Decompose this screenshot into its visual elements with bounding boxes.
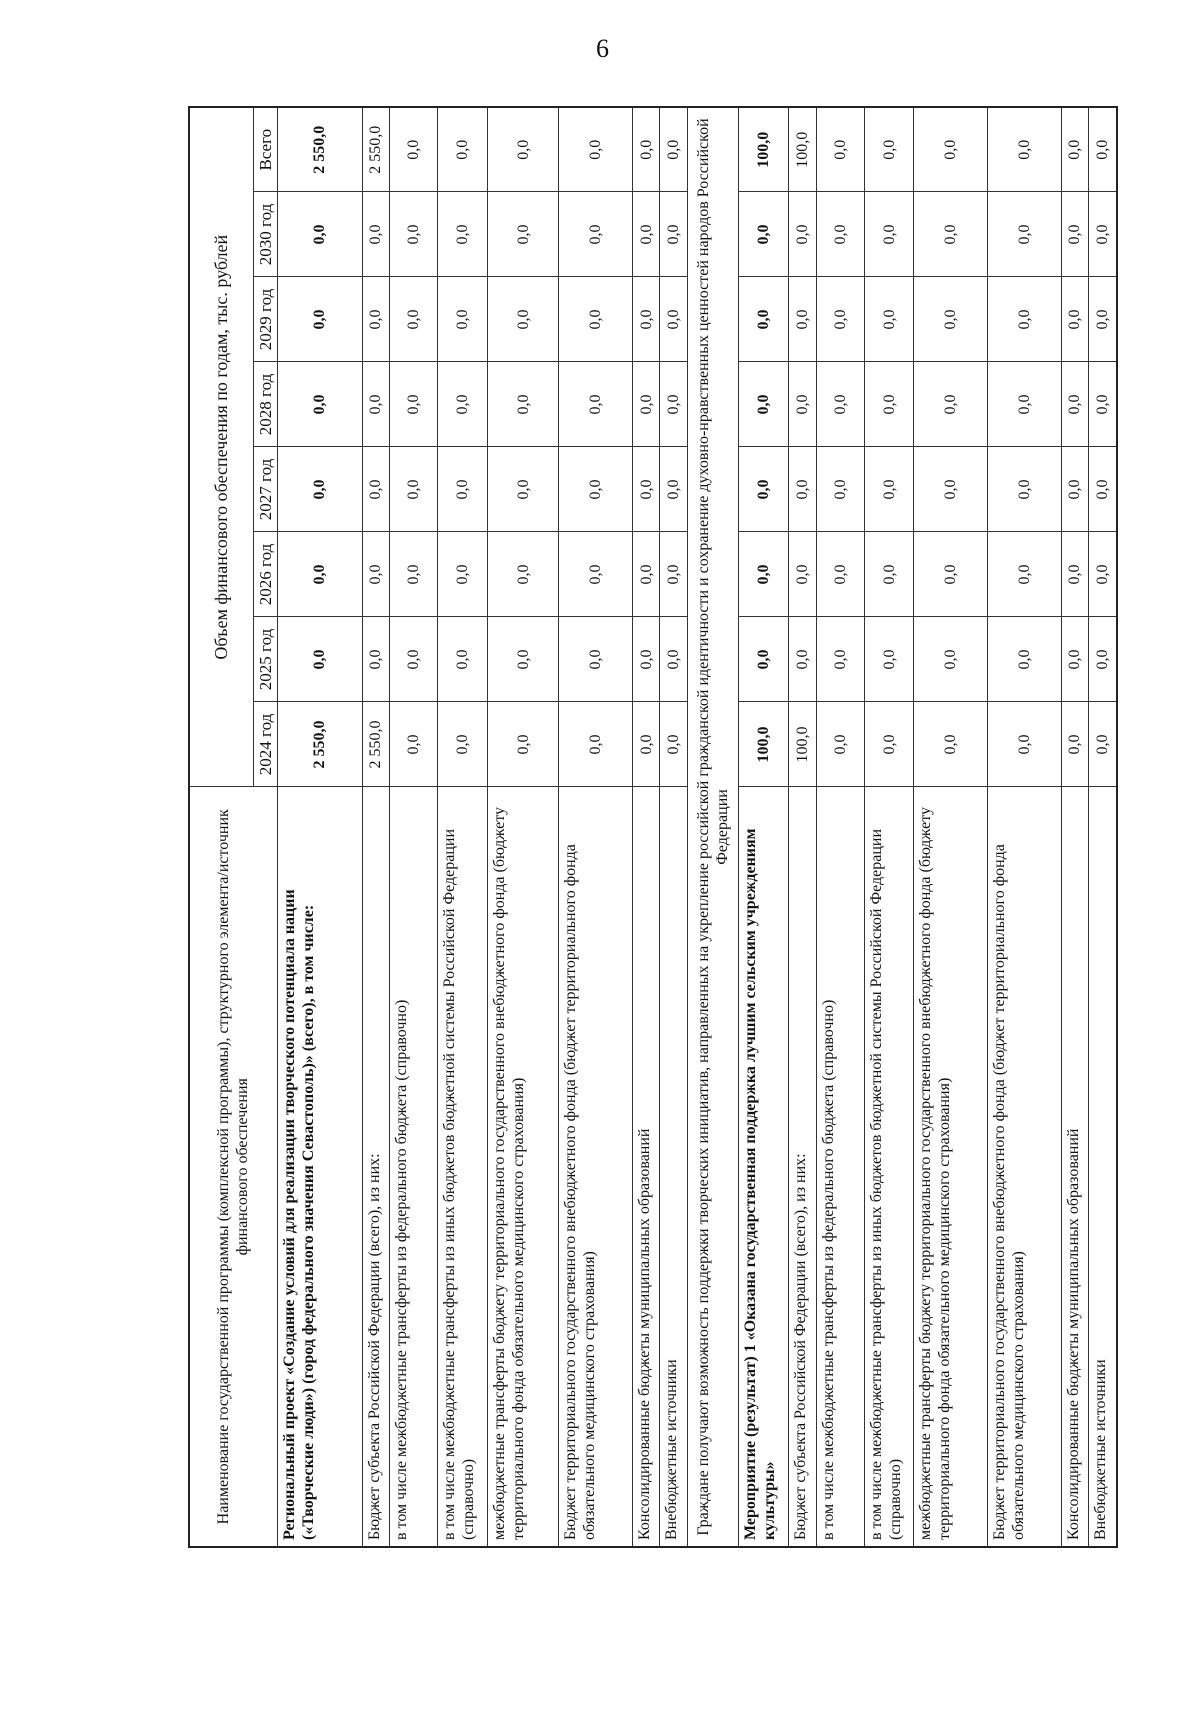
value-cell: 0,0 [362, 362, 390, 447]
task-text: Граждане получают возможность поддержки творческих инициатив, направленных на укрепление российской гражданской идентичности и сохранение духовно-нравственных ценностей народов Российской Федерации [687, 107, 738, 1547]
value-cell: 0,0 [390, 277, 438, 362]
value-cell: 0,0 [865, 702, 914, 787]
value-cell: 0,0 [738, 532, 789, 617]
value-cell: 0,0 [816, 362, 864, 447]
table-row [865, 107, 914, 1547]
value-cell: 0,0 [487, 702, 558, 787]
value-cell: 0,0 [988, 107, 1062, 192]
value-cell: 0,0 [438, 192, 487, 277]
table-row [438, 107, 487, 1547]
value-cell: 0,0 [816, 702, 864, 787]
value-cell: 0,0 [738, 277, 789, 362]
value-cell: 0,0 [390, 702, 438, 787]
value-cell: 0,0 [660, 617, 688, 702]
row-label: Внебюджетные источники [1089, 787, 1117, 1547]
row-label: в том числе межбюджетные трансферты из федерального бюджета (справочно) [390, 787, 438, 1547]
value-cell: 0,0 [277, 192, 362, 277]
value-cell: 0,0 [632, 107, 660, 192]
value-cell: 0,0 [660, 107, 688, 192]
value-cell: 0,0 [362, 532, 390, 617]
value-cell: 0,0 [988, 702, 1062, 787]
value-cell: 0,0 [1061, 277, 1089, 362]
page-number: 6 [596, 34, 609, 63]
value-cell: 0,0 [362, 447, 390, 532]
year-header: 2025 год [253, 617, 277, 702]
value-cell: 0,0 [914, 277, 988, 362]
table-row [277, 107, 362, 1547]
value-cell: 0,0 [1061, 447, 1089, 532]
value-cell: 0,0 [738, 192, 789, 277]
value-cell: 0,0 [632, 617, 660, 702]
value-cell: 0,0 [438, 447, 487, 532]
value-cell: 0,0 [559, 532, 633, 617]
table-row [487, 107, 558, 1547]
value-cell: 0,0 [1089, 617, 1117, 702]
value-cell: 0,0 [914, 617, 988, 702]
row-label: в том числе межбюджетные трансферты из федерального бюджета (справочно) [816, 787, 864, 1547]
value-cell: 0,0 [487, 362, 558, 447]
value-cell: 0,0 [865, 192, 914, 277]
value-cell: 2 550,0 [362, 702, 390, 787]
value-cell: 0,0 [789, 532, 817, 617]
value-cell: 0,0 [438, 532, 487, 617]
year-header: 2027 год [253, 447, 277, 532]
value-cell: 0,0 [362, 277, 390, 362]
value-cell: 0,0 [1061, 617, 1089, 702]
year-header: Всего [253, 107, 277, 192]
table-row [1089, 107, 1117, 1547]
table-row [789, 107, 817, 1547]
value-cell: 0,0 [660, 702, 688, 787]
value-cell: 0,0 [362, 192, 390, 277]
volume-group-header: Объем финансового обеспечения по годам, тыс. рублей [189, 107, 253, 787]
value-cell: 100,0 [789, 702, 817, 787]
value-cell: 0,0 [487, 532, 558, 617]
value-cell: 0,0 [660, 532, 688, 617]
value-cell: 0,0 [362, 617, 390, 702]
value-cell: 0,0 [1089, 107, 1117, 192]
table-row [390, 107, 438, 1547]
year-header: 2029 год [253, 277, 277, 362]
table-row [738, 107, 789, 1547]
value-cell: 0,0 [789, 617, 817, 702]
value-cell: 100,0 [789, 107, 817, 192]
value-cell: 0,0 [632, 702, 660, 787]
value-cell: 0,0 [988, 447, 1062, 532]
table-row [914, 107, 988, 1547]
value-cell: 0,0 [1089, 192, 1117, 277]
value-cell: 0,0 [438, 702, 487, 787]
value-cell: 0,0 [816, 532, 864, 617]
value-cell: 0,0 [988, 192, 1062, 277]
financing-table [188, 106, 1118, 1548]
value-cell: 0,0 [390, 107, 438, 192]
value-cell: 0,0 [277, 362, 362, 447]
value-cell: 0,0 [632, 362, 660, 447]
row-label: межбюджетные трансферты бюджету территориального государственного внебюджетного фонда (бюджету территориального фонда обязательного медицинского страхования) [487, 787, 558, 1547]
row-label: в том числе межбюджетные трансферты из иных бюджетов бюджетной системы Российской Федерации (справочно) [438, 787, 487, 1547]
value-cell: 0,0 [559, 702, 633, 787]
year-header: 2026 год [253, 532, 277, 617]
table-row [1061, 107, 1089, 1547]
value-cell: 0,0 [816, 277, 864, 362]
value-cell: 0,0 [390, 362, 438, 447]
table-row [816, 107, 864, 1547]
value-cell: 0,0 [559, 447, 633, 532]
value-cell: 0,0 [277, 532, 362, 617]
value-cell: 0,0 [1089, 532, 1117, 617]
value-cell: 0,0 [1061, 702, 1089, 787]
value-cell: 0,0 [487, 192, 558, 277]
year-header: 2024 год [253, 702, 277, 787]
name-column-header: Наименование государственной программы (комплексной программы), структурного элемента/источник финансового обеспечения [189, 787, 277, 1547]
value-cell: 0,0 [559, 362, 633, 447]
value-cell: 0,0 [632, 192, 660, 277]
value-cell: 0,0 [1061, 362, 1089, 447]
table-row [632, 107, 660, 1547]
value-cell: 0,0 [559, 277, 633, 362]
value-cell: 0,0 [789, 447, 817, 532]
table-row [988, 107, 1062, 1547]
value-cell: 0,0 [738, 447, 789, 532]
value-cell: 0,0 [988, 532, 1062, 617]
value-cell: 0,0 [438, 107, 487, 192]
value-cell: 0,0 [988, 617, 1062, 702]
value-cell: 2 550,0 [362, 107, 390, 192]
value-cell: 0,0 [789, 277, 817, 362]
header-row-1 [189, 107, 253, 1547]
table-row [660, 107, 688, 1547]
table-body [277, 107, 1117, 1547]
row-label: Бюджет субъекта Российской Федерации (всего), из них: [362, 787, 390, 1547]
row-label: Бюджет субъекта Российской Федерации (всего), из них: [789, 787, 817, 1547]
value-cell: 0,0 [865, 617, 914, 702]
value-cell: 0,0 [988, 362, 1062, 447]
value-cell: 0,0 [438, 617, 487, 702]
value-cell: 2 550,0 [277, 107, 362, 192]
value-cell: 0,0 [1061, 192, 1089, 277]
table-row [559, 107, 633, 1547]
value-cell: 0,0 [277, 617, 362, 702]
value-cell: 0,0 [738, 617, 789, 702]
value-cell: 0,0 [865, 107, 914, 192]
row-label: Внебюджетные источники [660, 787, 688, 1547]
value-cell: 0,0 [438, 277, 487, 362]
rotated-table-container [188, 108, 1118, 1548]
row-label: Консолидированные бюджеты муниципальных образований [632, 787, 660, 1547]
value-cell: 0,0 [438, 362, 487, 447]
value-cell: 0,0 [865, 532, 914, 617]
row-label: межбюджетные трансферты бюджету территориального государственного внебюджетного фонда (бюджету территориального фонда обязательного медицинского страхования) [914, 787, 988, 1547]
value-cell: 0,0 [277, 447, 362, 532]
value-cell: 0,0 [1061, 532, 1089, 617]
value-cell: 0,0 [914, 532, 988, 617]
value-cell: 0,0 [559, 617, 633, 702]
value-cell: 0,0 [816, 107, 864, 192]
value-cell: 0,0 [632, 532, 660, 617]
value-cell: 0,0 [1089, 702, 1117, 787]
value-cell: 2 550,0 [277, 702, 362, 787]
value-cell: 0,0 [559, 192, 633, 277]
value-cell: 0,0 [738, 362, 789, 447]
value-cell: 0,0 [559, 107, 633, 192]
value-cell: 100,0 [738, 107, 789, 192]
value-cell: 0,0 [390, 447, 438, 532]
value-cell: 0,0 [660, 277, 688, 362]
value-cell: 0,0 [914, 447, 988, 532]
value-cell: 0,0 [632, 447, 660, 532]
value-cell: 0,0 [487, 277, 558, 362]
value-cell: 0,0 [487, 617, 558, 702]
value-cell: 0,0 [1089, 447, 1117, 532]
row-label: в том числе межбюджетные трансферты из иных бюджетов бюджетной системы Российской Федерации (справочно) [865, 787, 914, 1547]
value-cell: 0,0 [277, 277, 362, 362]
value-cell: 0,0 [660, 447, 688, 532]
value-cell: 0,0 [914, 192, 988, 277]
value-cell: 0,0 [816, 447, 864, 532]
value-cell: 0,0 [1061, 107, 1089, 192]
value-cell: 0,0 [390, 532, 438, 617]
value-cell: 0,0 [865, 362, 914, 447]
value-cell: 0,0 [487, 447, 558, 532]
row-label: Бюджет территориального государственного внебюджетного фонда (бюджет территориального фонда обязательного медицинского страхования) [559, 787, 633, 1547]
value-cell: 0,0 [865, 447, 914, 532]
value-cell: 0,0 [390, 617, 438, 702]
value-cell: 0,0 [914, 362, 988, 447]
value-cell: 0,0 [914, 107, 988, 192]
year-header: 2030 год [253, 192, 277, 277]
year-header: 2028 год [253, 362, 277, 447]
value-cell: 0,0 [632, 277, 660, 362]
value-cell: 0,0 [1089, 277, 1117, 362]
row-label: Региональный проект «Создание условий для реализации творческого потенциала нации («Творческие люди») (город федерального значения Севастополь)» (всего), в том числе: [277, 787, 362, 1547]
row-label: Бюджет территориального государственного внебюджетного фонда (бюджет территориального фонда обязательного медицинского страхования) [988, 787, 1062, 1547]
row-label: Мероприятие (результат) 1 «Оказана государственная поддержка лучшим сельским учреждениям культуры» [738, 787, 789, 1547]
value-cell: 0,0 [988, 277, 1062, 362]
value-cell: 0,0 [914, 702, 988, 787]
value-cell: 0,0 [816, 617, 864, 702]
value-cell: 0,0 [816, 192, 864, 277]
value-cell: 0,0 [865, 277, 914, 362]
value-cell: 0,0 [390, 192, 438, 277]
value-cell: 0,0 [1089, 362, 1117, 447]
value-cell: 0,0 [789, 192, 817, 277]
value-cell: 0,0 [487, 107, 558, 192]
task-row [687, 107, 738, 1547]
value-cell: 0,0 [660, 362, 688, 447]
value-cell: 0,0 [789, 362, 817, 447]
row-label: Консолидированные бюджеты муниципальных образований [1061, 787, 1089, 1547]
value-cell: 100,0 [738, 702, 789, 787]
value-cell: 0,0 [660, 192, 688, 277]
table-row [362, 107, 390, 1547]
